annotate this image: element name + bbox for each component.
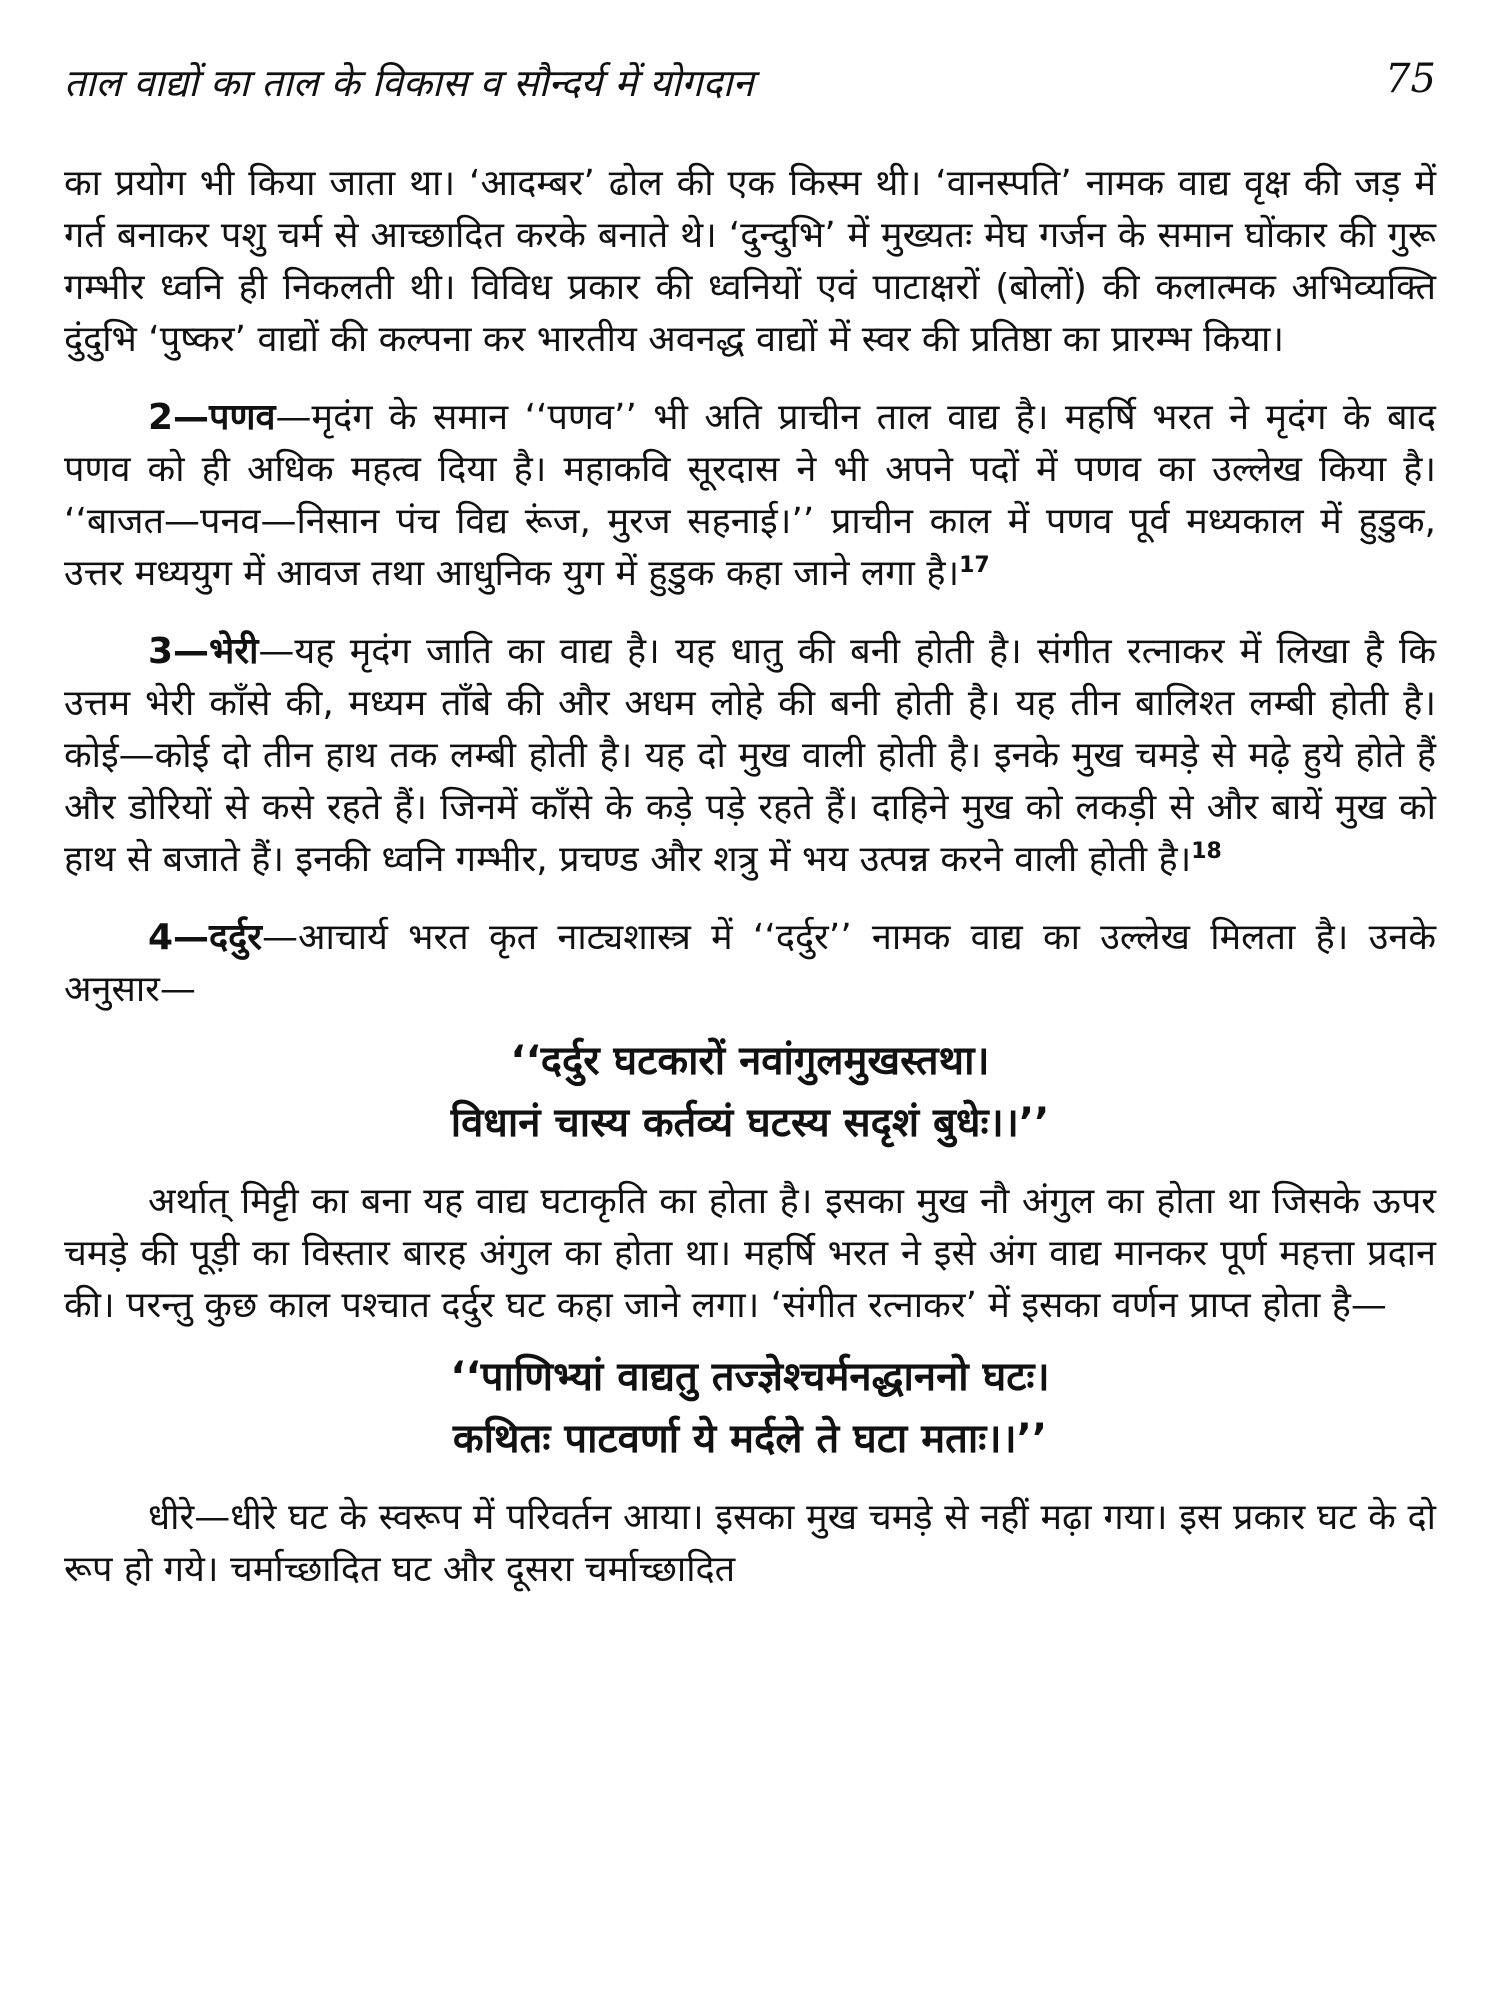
- verse-1-line-1: ‘‘दर्दुर घटकारों नवांगुलमुखस्तथा।: [510, 1038, 990, 1084]
- paragraph-bheri: [64, 626, 1436, 886]
- footnote-ref-17: 17: [959, 553, 990, 578]
- footnote-ref-18: 18: [1191, 839, 1222, 864]
- verse-1-line-2: विधानं चास्य कर्तव्यं घटस्य सदृशं बुधेः।।’’: [450, 1100, 1050, 1146]
- paragraph-panav-text: —मृदंग के समान ‘‘पणव’’ भी अति प्राचीन ताल वाद्य है। महर्षि भरत ने मृदंग के बाद पणव को ही अधिक महत्व दिया है। महाकवि सूरदास ने भी अपने पदों में पणव का उल्लेख किया है। ‘‘बाजत—पनव—निसान पंच विद्य रूंज, मुरज सहनाई।’’ प्राचीन काल में पणव पूर्व मध्यकाल में हुडुक, उत्तर मध्ययुग में आवज तथा आधुनिक युग में हुडुक कहा जाने लगा है।: [64, 397, 1436, 594]
- header-title: ताल वाद्यों का ताल के विकास व सौन्दर्य में योगदान: [64, 61, 754, 105]
- page-body: [64, 158, 1436, 1596]
- running-header: [64, 56, 1436, 116]
- paragraph-explanation: अर्थात् मिट्टी का बना यह वाद्य घटाकृति का होता है। इसका मुख नौ अंगुल का होता था जिसके ऊपर चमड़े की पूड़ी का विस्तार बारह अंगुल का होता था। महर्षि भरत ने इसे अंग वाद्य मानकर पूर्ण महत्ता प्रदान की। परन्तु कुछ काल पश्चात दर्दुर घट कहा जाने लगा। ‘संगीत रत्नाकर’ में इसका वर्णन प्राप्त होता है—: [64, 1181, 1436, 1326]
- section-heading-bheri: 3—भेरी: [148, 631, 259, 672]
- paragraph-closing: धीरे—धीरे घट के स्वरूप में परिवर्तन आया। इसका मुख चमड़े से नहीं मढ़ा गया। इस प्रकार घट के दो रूप हो गये। चर्माच्छादित घट और दूसरा चर्माच्छादित: [64, 1497, 1436, 1590]
- section-heading-panav: 2—पणव: [148, 397, 276, 438]
- paragraph-dardur: [64, 912, 1436, 1016]
- verse-2-line-2: कथितः पाटवर्णा ये मर्दले ते घटा मताः।।’’: [452, 1416, 1048, 1462]
- section-heading-dardur: 4—दर्दुर: [148, 917, 263, 958]
- paragraph-intro: का प्रयोग भी किया जाता था। ‘आदम्बर’ ढोल की एक किस्म थी। ‘वानस्पति’ नामक वाद्य वृक्ष की जड़ में गर्त बनाकर पशु चर्म से आच्छादित करके बनाते थे। ‘दुन्दुभि’ में मुख्यतः मेघ गर्जन के समान घोंकार की गुरू गम्भीर ध्वनि ही निकलती थी। विविध प्रकार की ध्वनियों एवं पाटाक्षरों (बोलों) की कलात्मक अभिव्यक्ति दुंदुभि ‘पुष्कर’ वाद्यों की कल्पना कर भारतीय अवनद्ध वाद्यों में स्वर की प्रतिष्ठा का प्रारम्भ किया।: [64, 163, 1436, 360]
- paragraph-panav: [64, 392, 1436, 600]
- paragraph-dardur-text: —आचार्य भरत कृत नाट्यशास्त्र में ‘‘दर्दुर’’ नामक वाद्य का उल्लेख मिलता है। उनके अनुसार—: [64, 917, 1436, 1010]
- verse-2-line-1: ‘‘पाणिभ्यां वाद्यतु तज्ज्ञेश्चर्मनद्धाननो घटः।: [450, 1354, 1050, 1400]
- page-number: 75: [1385, 56, 1436, 102]
- paragraph-bheri-text: —यह मृदंग जाति का वाद्य है। यह धातु की बनी होती है। संगीत रत्नाकर में लिखा है कि उत्तम भेरी काँसे की, मध्यम ताँबे की और अधम लोहे की बनी होती है। यह तीन बालिश्त लम्बी होती है। कोई—कोई दो तीन हाथ तक लम्बी होती है। यह दो मुख वाली होती है। इनके मुख चमड़े से मढ़े हुये होते हैं और डोरियों से कसे रहते हैं। जिनमें काँसे के कड़े पड़े रहते हैं। दाहिने मुख को लकड़ी से और बायें मुख को हाथ से बजाते हैं। इनकी ध्वनि गम्भीर, प्रचण्ड और शत्रु में भय उत्पन्न करने वाली होती है।: [64, 631, 1436, 880]
